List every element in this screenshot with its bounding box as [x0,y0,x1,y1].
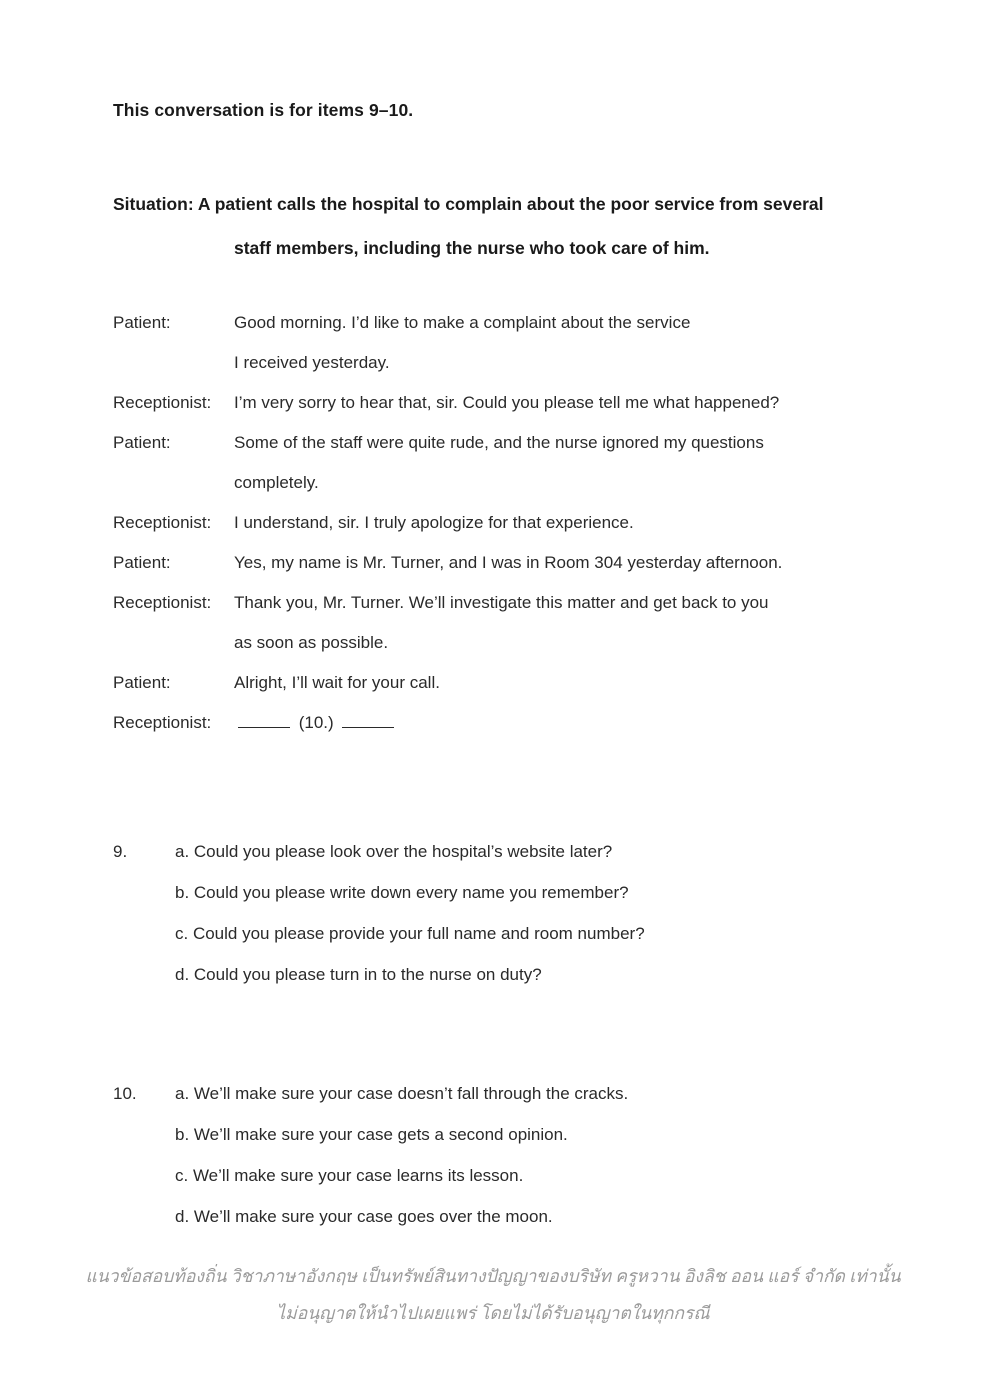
dialogue-speaker: Patient: [113,553,171,572]
option-b[interactable]: b. We’ll make sure your case gets a second opinion. [175,1125,568,1144]
dialogue-line: Good morning. I’d like to make a complaint about the service [234,313,691,332]
option-c[interactable]: c. Could you please provide your full name and room number? [175,924,645,943]
dialogue-lines [234,503,903,543]
dialogue-speaker: Patient: [113,313,171,332]
question-9 [113,831,913,995]
option-d[interactable]: d. Could you please turn in to the nurse on duty? [175,965,542,984]
question-number: 10. [113,1084,137,1103]
situation-paragraph [113,182,893,270]
situation-line-1: Situation: A patient calls the hospital to complain about the poor service from several [113,194,824,214]
dialogue-row [113,423,903,503]
dialogue-row [113,383,903,423]
dialogue-speaker: Receptionist: [113,593,212,612]
dialogue-row [113,543,903,583]
dialogue-row [113,303,903,383]
dialogue-transcript [113,303,903,743]
answer-blank[interactable] [238,712,290,728]
dialogue-lines [234,423,903,503]
dialogue-line: I understand, sir. I truly apologize for that experience. [234,513,634,532]
dialogue-speaker: Patient: [113,433,171,452]
question-row [113,1073,913,1237]
option-a[interactable]: a. Could you please look over the hospital’s website later? [175,842,613,861]
dialogue-line: Yes, my name is Mr. Turner, and I was in Room 304 yesterday afternoon. [234,553,783,572]
dialogue-line: Thank you, Mr. Turner. We’ll investigate this matter and get back to you [234,593,769,612]
option-a[interactable]: a. We’ll make sure your case doesn’t fall through the cracks. [175,1084,629,1103]
footer-line-2: ไม่อนุญาตให้นำไปเผยแพร่ โดยไม่ได้รับอนุญาตในทุกกรณี [276,1303,710,1323]
dialogue-lines [234,303,903,383]
question-number: 9. [113,842,128,861]
dialogue-line: Alright, I’ll wait for your call. [234,673,440,692]
answer-blank[interactable] [342,712,394,728]
question-10 [113,1073,913,1237]
dialogue-line [234,703,903,743]
dialogue-line: I’m very sorry to hear that, sir. Could you please tell me what happened? [234,393,780,412]
item-marker: (10.) [298,713,334,732]
footer-line-1: แนวข้อสอบท้องถิ่น วิชาภาษาอังกฤษ เป็นทรัพย์สินทางปัญญาของบริษัท ครูหวาน อิงลิช ออน แอร์ จำกัด เท่านั้น [85,1266,901,1286]
dialogue-speaker: Receptionist: [113,513,212,532]
page-heading: This conversation is for items 9–10. [113,100,414,120]
question-options [175,831,913,995]
option-d[interactable]: d. We’ll make sure your case goes over the moon. [175,1207,553,1226]
option-c[interactable]: c. We’ll make sure your case learns its lesson. [175,1166,524,1185]
dialogue-line: as soon as possible. [234,633,389,652]
dialogue-line: I received yesterday. [234,353,390,372]
dialogue-row [113,703,903,743]
dialogue-speaker: Patient: [113,673,171,692]
copyright-footer [0,1258,986,1332]
dialogue-row [113,663,903,703]
dialogue-line: completely. [234,473,319,492]
dialogue-row [113,503,903,543]
dialogue-speaker: Receptionist: [113,713,212,732]
dialogue-lines [234,543,903,583]
dialogue-row [113,583,903,663]
dialogue-lines [234,383,903,423]
question-options [175,1073,913,1237]
dialogue-lines [234,583,903,663]
question-row [113,831,913,995]
dialogue-line: Some of the staff were quite rude, and the nurse ignored my questions [234,433,764,452]
option-b[interactable]: b. Could you please write down every name you remember? [175,883,629,902]
dialogue-lines [234,703,903,743]
dialogue-lines [234,663,903,703]
dialogue-speaker: Receptionist: [113,393,212,412]
situation-line-2: staff members, including the nurse who took care of him. [234,238,710,258]
